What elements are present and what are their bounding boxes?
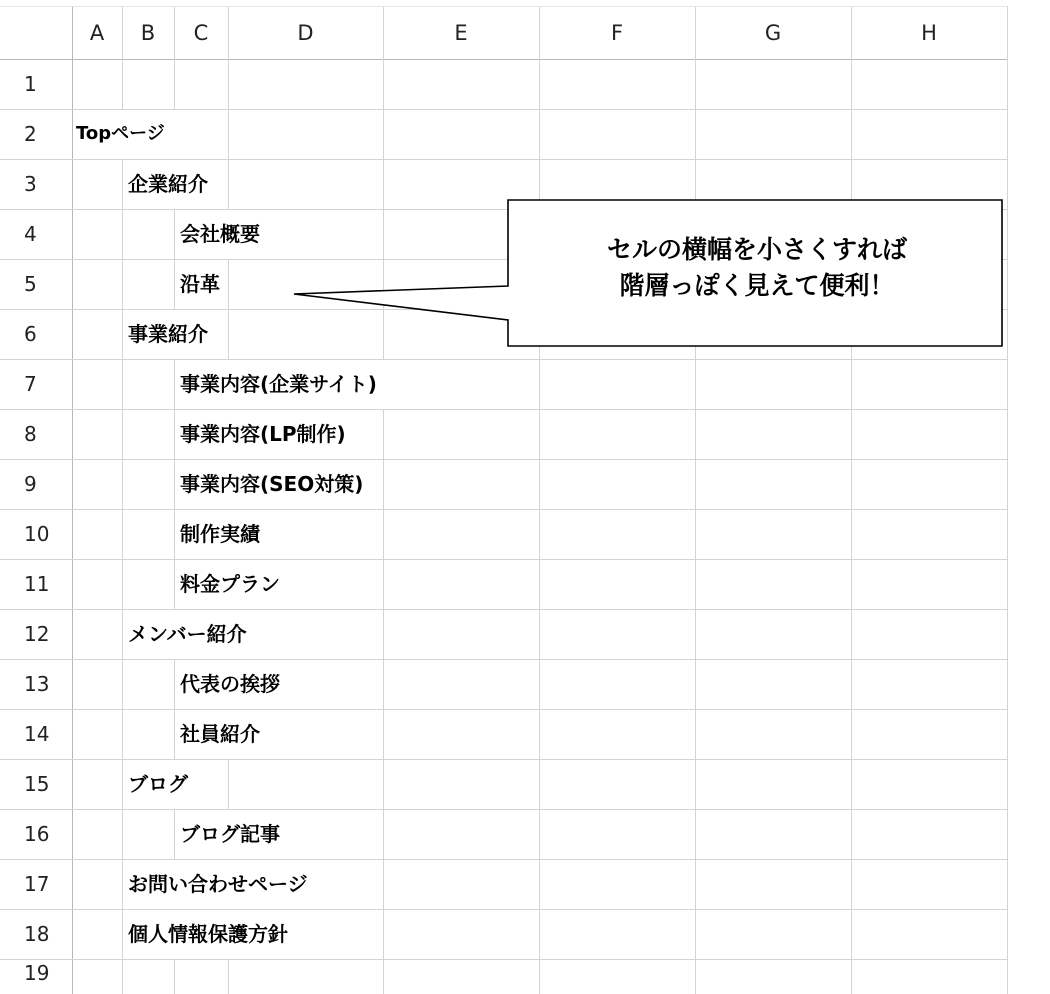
row-header-19[interactable]: 19 — [24, 961, 50, 985]
column-header-d[interactable]: D — [228, 6, 383, 59]
cell-b18[interactable]: 個人情報保護方針 — [128, 922, 288, 946]
row-header-5[interactable]: 5 — [24, 272, 37, 296]
row-header-7[interactable]: 7 — [24, 372, 37, 396]
column-header-c[interactable]: C — [174, 6, 228, 59]
cell-c9[interactable]: 事業内容(SEO対策) — [180, 472, 364, 496]
callout-text-line2: 階層っぽく見えて便利！ — [619, 271, 895, 300]
cell-c8[interactable]: 事業内容(LP制作) — [180, 422, 346, 446]
row-header-4[interactable]: 4 — [24, 222, 37, 246]
cell-b6[interactable]: 事業紹介 — [128, 322, 208, 346]
row-header-12[interactable]: 12 — [24, 622, 50, 646]
cell-c10[interactable]: 制作実績 — [180, 522, 260, 546]
cell-c14[interactable]: 社員紹介 — [180, 722, 260, 746]
row-header-18[interactable]: 18 — [24, 922, 50, 946]
column-header-h[interactable]: H — [851, 6, 1007, 59]
row-header-2[interactable]: 2 — [24, 122, 37, 146]
callout-text-line1: セルの横幅を小さくすれば — [606, 235, 907, 264]
row-header-8[interactable]: 8 — [24, 422, 37, 446]
row-header-14[interactable]: 14 — [24, 722, 50, 746]
row-header-10[interactable]: 10 — [24, 522, 50, 546]
column-header-e[interactable]: E — [383, 6, 539, 59]
row-header-1[interactable]: 1 — [24, 72, 37, 96]
row-header-17[interactable]: 17 — [24, 872, 50, 896]
column-header-f[interactable]: F — [539, 6, 695, 59]
cell-c4[interactable]: 会社概要 — [180, 222, 260, 246]
row-header-3[interactable]: 3 — [24, 172, 37, 196]
cell-b12[interactable]: メンバー紹介 — [128, 622, 247, 646]
row-header-11[interactable]: 11 — [24, 572, 50, 596]
column-header-g[interactable]: G — [695, 6, 851, 59]
row-header-15[interactable]: 15 — [24, 772, 50, 796]
cell-b3[interactable]: 企業紹介 — [128, 172, 208, 196]
cell-b15[interactable]: ブログ — [128, 772, 188, 796]
row-header-9[interactable]: 9 — [24, 472, 37, 496]
cell-c13[interactable]: 代表の挨拶 — [180, 672, 280, 696]
row-header-6[interactable]: 6 — [24, 322, 37, 346]
row-header-13[interactable]: 13 — [24, 672, 50, 696]
cell-a2[interactable]: Topページ — [76, 123, 165, 144]
cell-c5[interactable]: 沿革 — [180, 272, 220, 296]
cell-b17[interactable]: お問い合わせページ — [128, 872, 308, 896]
cell-c11[interactable]: 料金プラン — [180, 572, 280, 596]
column-header-a[interactable]: A — [72, 6, 122, 59]
cell-c16[interactable]: ブログ記事 — [180, 822, 280, 846]
column-header-b[interactable]: B — [122, 6, 174, 59]
row-header-16[interactable]: 16 — [24, 822, 50, 846]
cell-c7[interactable]: 事業内容(企業サイト) — [180, 372, 377, 396]
